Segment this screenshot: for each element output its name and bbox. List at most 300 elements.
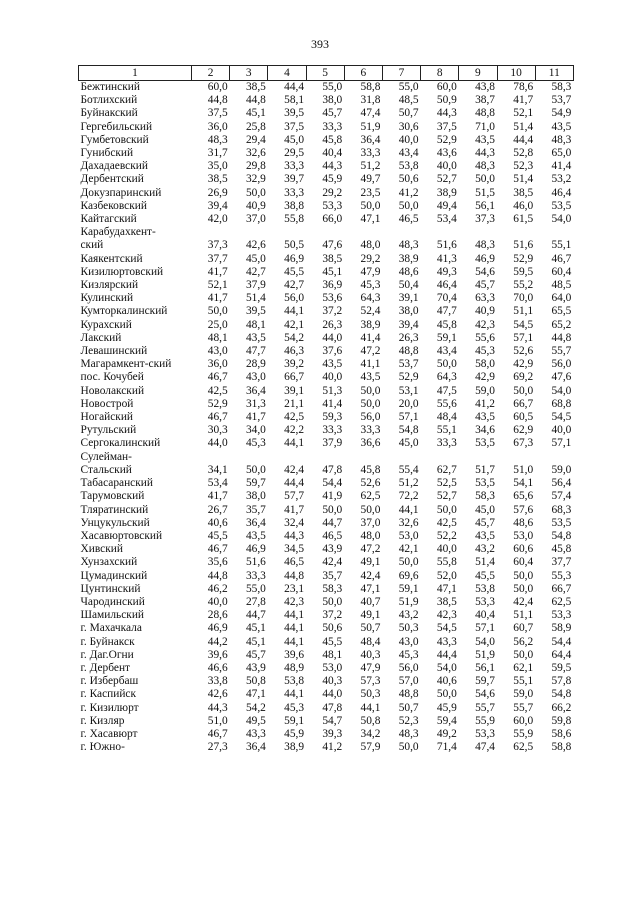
cell-value: 52,9 xyxy=(398,371,419,384)
cell-value: 45,3 xyxy=(398,648,419,661)
cell-value: 51,3 xyxy=(322,384,343,397)
cell-value: 37,5 xyxy=(436,120,457,133)
table-header-row xyxy=(79,66,574,81)
cell-value: 35,7 xyxy=(245,503,266,516)
cell-value: 50,8 xyxy=(360,714,381,727)
row-name: Новолакский xyxy=(80,384,145,397)
row-name: Курахский xyxy=(80,318,132,331)
cell-value: 43,5 xyxy=(475,411,495,424)
cell-value: 29,2 xyxy=(322,186,343,199)
cell-value: 39,1 xyxy=(398,292,419,305)
cell-value: 54,0 xyxy=(551,384,572,397)
row-name: г. Махачкала xyxy=(80,622,142,635)
cell-value: 62,9 xyxy=(513,424,534,437)
cell-value: 56,1 xyxy=(475,199,495,212)
cell-value: 38,5 xyxy=(207,173,228,186)
cell-value: 48,1 xyxy=(207,331,228,344)
cell-value: 45,9 xyxy=(322,173,343,186)
cell-value: 38,8 xyxy=(284,199,305,212)
cell-value: 43,5 xyxy=(322,358,343,371)
cell-value: 36,9 xyxy=(322,279,343,292)
table-row xyxy=(79,173,574,186)
cell-value: 48,6 xyxy=(513,516,534,529)
cell-value: 60,6 xyxy=(513,543,534,556)
cell-value: 66,2 xyxy=(551,701,572,714)
cell-value: 55,1 xyxy=(513,675,534,688)
cell-value: 44,1 xyxy=(284,688,305,701)
cell-value: 44,1 xyxy=(398,503,419,516)
cell-value: 51,9 xyxy=(475,648,495,661)
cell-value: 52,2 xyxy=(436,529,457,542)
table-row xyxy=(79,556,574,569)
cell-value: 40,9 xyxy=(245,199,266,212)
cell-value: 34,1 xyxy=(207,463,228,476)
cell-value: 32,6 xyxy=(398,516,419,529)
column-header-9: 9 xyxy=(459,66,497,81)
cell-value: 62,5 xyxy=(360,490,381,503)
row-name: Казбековский xyxy=(80,199,147,212)
table-row xyxy=(79,319,574,332)
cell-value: 50,0 xyxy=(513,648,534,661)
cell-value: 57,7 xyxy=(284,490,305,503)
cell-value: 41,9 xyxy=(322,490,343,503)
cell-value: 51,4 xyxy=(513,173,534,186)
cell-value: 49,4 xyxy=(436,199,457,212)
cell-value: 41,7 xyxy=(207,292,228,305)
cell-value: 51,2 xyxy=(360,160,381,173)
cell-value: 47,1 xyxy=(436,582,457,595)
table-row xyxy=(79,107,574,120)
cell-value: 47,9 xyxy=(360,265,381,278)
cell-value: 59,4 xyxy=(436,714,457,727)
cell-value: 33,3 xyxy=(436,437,457,450)
cell-value: 33,3 xyxy=(360,424,381,437)
cell-value: 58,1 xyxy=(284,94,305,107)
cell-value: 54,0 xyxy=(436,661,457,674)
cell-value: 62,1 xyxy=(513,661,534,674)
cell-value: 51,0 xyxy=(207,714,228,727)
cell-value: 43,2 xyxy=(475,543,495,556)
cell-value: 55,7 xyxy=(551,345,572,358)
cell-value: 40,4 xyxy=(475,609,495,622)
cell-value: 40,3 xyxy=(322,675,343,688)
cell-value: 51,6 xyxy=(436,239,457,252)
cell-value: 62,7 xyxy=(436,463,457,476)
table-row xyxy=(79,609,574,622)
table-row xyxy=(79,662,574,675)
cell-value: 53,3 xyxy=(322,199,343,212)
table-row xyxy=(79,398,574,411)
cell-value: 52,6 xyxy=(513,345,534,358)
cell-value: 37,9 xyxy=(322,437,343,450)
cell-value: 54,2 xyxy=(245,701,266,714)
cell-value: 58,8 xyxy=(360,81,381,93)
cell-value: 44,1 xyxy=(360,701,381,714)
cell-value: 34,6 xyxy=(475,424,495,437)
cell-value: 54,8 xyxy=(551,688,572,701)
table-row xyxy=(79,200,574,213)
cell-value: 44,8 xyxy=(551,331,572,344)
cell-value: 38,5 xyxy=(245,81,266,93)
cell-value: 37,6 xyxy=(322,345,343,358)
cell-value: 56,0 xyxy=(398,661,419,674)
table-row xyxy=(79,411,574,424)
cell-value: 41,4 xyxy=(360,331,381,344)
cell-value: 50,0 xyxy=(398,741,419,754)
cell-value: 61,5 xyxy=(513,213,534,226)
row-name: Сергокалинский xyxy=(80,437,161,450)
cell-value: 51,5 xyxy=(475,186,495,199)
cell-value: 44,8 xyxy=(284,569,305,582)
cell-value: 50,0 xyxy=(475,173,495,186)
table-row xyxy=(79,371,574,384)
cell-value: 51,9 xyxy=(360,120,381,133)
cell-value: 33,8 xyxy=(207,675,228,688)
cell-value: 28,6 xyxy=(207,609,228,622)
cell-value: 42,5 xyxy=(436,516,457,529)
cell-value: 58,0 xyxy=(475,358,495,371)
cell-value: 42,5 xyxy=(207,384,228,397)
cell-value: 33,3 xyxy=(245,569,266,582)
row-name: Шамильский xyxy=(80,609,145,622)
cell-value: 62,5 xyxy=(513,741,534,754)
cell-value: 45,1 xyxy=(245,622,266,635)
cell-value: 51,7 xyxy=(475,463,495,476)
table-row xyxy=(79,543,574,556)
cell-value: 29,8 xyxy=(245,160,266,173)
row-name: г. Каспийск xyxy=(80,688,137,701)
cell-value: 52,1 xyxy=(513,107,534,120)
cell-value: 42,2 xyxy=(284,424,305,437)
cell-value: 48,3 xyxy=(398,239,419,252)
cell-value: 78,6 xyxy=(513,81,534,93)
cell-value: 54,5 xyxy=(513,318,534,331)
cell-value: 35,0 xyxy=(207,160,228,173)
row-name: Кулинский xyxy=(80,292,134,305)
cell-value: 45,8 xyxy=(322,133,343,146)
cell-value: 51,0 xyxy=(513,463,534,476)
cell-value: 39,5 xyxy=(284,107,305,120)
cell-value: 30,3 xyxy=(207,424,228,437)
cell-value: 62,5 xyxy=(551,595,572,608)
cell-value: 60,4 xyxy=(513,556,534,569)
cell-value: 52,3 xyxy=(513,160,534,173)
cell-value: 46,9 xyxy=(245,543,266,556)
cell-value: 54,4 xyxy=(322,477,343,490)
cell-value: 48,3 xyxy=(475,239,495,252)
row-name: г. Избербаш xyxy=(80,675,139,688)
row-name: Новострой xyxy=(80,397,134,410)
cell-value: 52,9 xyxy=(436,133,457,146)
table-row xyxy=(79,187,574,200)
cell-value: 41,3 xyxy=(436,252,457,265)
row-name-line: Стальский xyxy=(80,463,132,476)
cell-value: 55,1 xyxy=(436,424,457,437)
cell-value: 53,5 xyxy=(551,199,572,212)
cell-value: 44,0 xyxy=(322,688,343,701)
cell-value: 50,0 xyxy=(436,688,457,701)
cell-value: 66,7 xyxy=(513,397,534,410)
cell-value: 55,8 xyxy=(436,556,457,569)
cell-value: 37,3 xyxy=(475,213,495,226)
cell-value: 39,1 xyxy=(284,384,305,397)
cell-value: 57,8 xyxy=(551,675,572,688)
column-header-2: 2 xyxy=(192,66,230,81)
cell-value: 53,3 xyxy=(551,609,572,622)
statistics-table xyxy=(78,65,574,754)
table-row xyxy=(79,424,574,437)
cell-value: 44,1 xyxy=(284,622,305,635)
column-header-7: 7 xyxy=(382,66,420,81)
cell-value: 55,7 xyxy=(475,701,495,714)
cell-value: 42,7 xyxy=(284,279,305,292)
cell-value: 57,9 xyxy=(360,741,381,754)
cell-value: 43,5 xyxy=(551,120,572,133)
table-row xyxy=(79,292,574,305)
row-name: Гергебильский xyxy=(80,120,153,133)
cell-value: 48,3 xyxy=(551,133,572,146)
table-row xyxy=(79,517,574,530)
row-name: Магарамкент-ский xyxy=(80,358,172,371)
cell-value: 35,7 xyxy=(322,569,343,582)
row-name: Буйнакский xyxy=(80,107,138,120)
cell-value: 51,4 xyxy=(245,292,266,305)
cell-value: 53,0 xyxy=(513,529,534,542)
cell-value: 59,1 xyxy=(398,582,419,595)
table-row xyxy=(79,81,574,95)
cell-value: 53,2 xyxy=(551,173,572,186)
cell-value: 53,7 xyxy=(551,94,572,107)
cell-value: 33,3 xyxy=(322,424,343,437)
cell-value: 34,0 xyxy=(245,424,266,437)
cell-value: 55,3 xyxy=(551,569,572,582)
cell-value: 40,7 xyxy=(360,595,381,608)
cell-value: 65,0 xyxy=(551,147,572,160)
cell-value: 72,2 xyxy=(398,490,419,503)
cell-value: 46,5 xyxy=(284,556,305,569)
cell-value: 32,6 xyxy=(245,147,266,160)
cell-value: 34,5 xyxy=(284,543,305,556)
cell-value: 50,0 xyxy=(322,503,343,516)
cell-value: 54,8 xyxy=(398,424,419,437)
cell-value: 49,3 xyxy=(436,265,457,278)
row-name: Цумадинский xyxy=(80,569,148,582)
cell-value: 42,5 xyxy=(284,411,305,424)
cell-value: 50,3 xyxy=(398,622,419,635)
row-name: Хунзахский xyxy=(80,556,138,569)
cell-value: 45,5 xyxy=(322,635,343,648)
cell-value: 59,0 xyxy=(475,384,495,397)
cell-value: 48,1 xyxy=(245,318,266,331)
cell-value: 67,3 xyxy=(513,437,534,450)
cell-value: 51,6 xyxy=(513,239,534,252)
cell-value: 48,4 xyxy=(360,635,381,648)
cell-value: 59,0 xyxy=(551,463,572,476)
cell-value: 70,4 xyxy=(436,292,457,305)
cell-value: 35,6 xyxy=(207,556,228,569)
cell-value: 57,1 xyxy=(475,622,495,635)
cell-value: 46,6 xyxy=(207,661,228,674)
cell-value: 46,4 xyxy=(551,186,572,199)
cell-value: 32,9 xyxy=(245,173,266,186)
table-row xyxy=(79,332,574,345)
row-name: г. Кизилюрт xyxy=(80,701,139,714)
cell-value: 57,6 xyxy=(513,503,534,516)
cell-value: 50,3 xyxy=(360,688,381,701)
row-name: Хасавюртовский xyxy=(80,529,163,542)
cell-value: 32,4 xyxy=(284,516,305,529)
table-row xyxy=(79,715,574,728)
cell-value: 38,0 xyxy=(398,305,419,318)
cell-value: 48,8 xyxy=(398,688,419,701)
cell-value: 38,7 xyxy=(475,94,495,107)
row-name: Ботлихский xyxy=(80,94,138,107)
cell-value: 49,1 xyxy=(360,609,381,622)
cell-value: 27,3 xyxy=(207,741,228,754)
cell-value: 55,6 xyxy=(436,397,457,410)
cell-value: 36,4 xyxy=(245,741,266,754)
cell-value: 33,3 xyxy=(284,186,305,199)
cell-value: 58,3 xyxy=(475,490,495,503)
cell-value: 43,9 xyxy=(245,661,266,674)
cell-value: 58,3 xyxy=(322,582,343,595)
cell-value: 53,1 xyxy=(398,384,419,397)
cell-value: 59,7 xyxy=(245,477,266,490)
cell-value: 56,1 xyxy=(475,661,495,674)
row-name: Кумторкалинский xyxy=(80,305,168,318)
cell-value: 38,5 xyxy=(513,186,534,199)
cell-value: 60,0 xyxy=(207,81,228,93)
cell-value: 46,9 xyxy=(475,252,495,265)
row-name: Ногайский xyxy=(80,411,134,424)
cell-value: 45,0 xyxy=(245,252,266,265)
column-header-6: 6 xyxy=(344,66,382,81)
cell-value: 43,5 xyxy=(245,331,266,344)
cell-value: 54,0 xyxy=(475,635,495,648)
cell-value: 38,9 xyxy=(436,186,457,199)
cell-value: 53,4 xyxy=(436,213,457,226)
cell-value: 53,4 xyxy=(207,477,228,490)
cell-value: 56,0 xyxy=(360,411,381,424)
cell-value: 41,1 xyxy=(360,358,381,371)
cell-value: 39,5 xyxy=(245,305,266,318)
cell-value: 37,5 xyxy=(284,120,305,133)
cell-value: 41,2 xyxy=(398,186,419,199)
cell-value: 47,2 xyxy=(360,543,381,556)
cell-value: 25,8 xyxy=(245,120,266,133)
cell-value: 44,3 xyxy=(436,107,457,120)
cell-value: 63,3 xyxy=(475,292,495,305)
cell-value: 38,5 xyxy=(436,595,457,608)
cell-value: 43,4 xyxy=(436,345,457,358)
cell-value: 42,1 xyxy=(284,318,305,331)
cell-value: 50,7 xyxy=(398,107,419,120)
cell-value: 37,7 xyxy=(551,556,572,569)
cell-value: 54,5 xyxy=(551,411,572,424)
cell-value: 42,0 xyxy=(207,213,228,226)
cell-value: 42,7 xyxy=(245,265,266,278)
row-name-line: Карабудахкент- xyxy=(80,226,156,239)
cell-value: 41,4 xyxy=(551,160,572,173)
cell-value: 44,7 xyxy=(245,609,266,622)
cell-value: 53,0 xyxy=(398,529,419,542)
cell-value: 55,7 xyxy=(513,701,534,714)
cell-value: 46,9 xyxy=(207,622,228,635)
cell-value: 46,9 xyxy=(284,252,305,265)
cell-value: 20,0 xyxy=(398,397,419,410)
row-name: Докузпаринский xyxy=(80,186,162,199)
cell-value: 45,5 xyxy=(475,569,495,582)
cell-value: 53,3 xyxy=(475,727,495,740)
cell-value: 52,1 xyxy=(207,279,228,292)
cell-value: 41,7 xyxy=(207,265,228,278)
cell-value: 33,3 xyxy=(360,147,381,160)
cell-value: 50,0 xyxy=(436,358,457,371)
cell-value: 45,9 xyxy=(436,701,457,714)
column-header-4: 4 xyxy=(268,66,306,81)
cell-value: 44,4 xyxy=(284,81,305,93)
table-row xyxy=(79,649,574,662)
cell-value: 43,0 xyxy=(245,371,266,384)
cell-value: 54,9 xyxy=(551,107,572,120)
cell-value: 25,0 xyxy=(207,318,228,331)
table-row xyxy=(79,160,574,173)
cell-value: 45,5 xyxy=(284,265,305,278)
table-row xyxy=(79,490,574,503)
cell-value: 29,4 xyxy=(245,133,266,146)
cell-value: 65,5 xyxy=(551,305,572,318)
row-name: г. Даг.Огни xyxy=(80,648,134,661)
cell-value: 33,3 xyxy=(322,120,343,133)
cell-value: 29,5 xyxy=(284,147,305,160)
cell-value: 59,5 xyxy=(551,661,572,674)
cell-value: 47,4 xyxy=(360,107,381,120)
cell-value: 57,4 xyxy=(551,490,572,503)
cell-value: 56,4 xyxy=(551,477,572,490)
cell-value: 26,3 xyxy=(322,318,343,331)
cell-value: 42,3 xyxy=(284,595,305,608)
cell-value: 60,0 xyxy=(436,81,457,93)
cell-value: 54,6 xyxy=(475,265,495,278)
cell-value: 59,3 xyxy=(322,411,343,424)
row-name-line: ский xyxy=(80,239,104,252)
cell-value: 48,6 xyxy=(398,265,419,278)
cell-value: 64,3 xyxy=(436,371,457,384)
cell-value: 50,4 xyxy=(398,279,419,292)
cell-value: 52,7 xyxy=(436,490,457,503)
table-row xyxy=(79,477,574,490)
cell-value: 54,0 xyxy=(551,213,572,226)
cell-value: 33,3 xyxy=(284,160,305,173)
cell-value: 43,2 xyxy=(398,609,419,622)
cell-value: 48,8 xyxy=(398,345,419,358)
column-header-11: 11 xyxy=(535,66,573,81)
cell-value: 42,3 xyxy=(475,318,495,331)
cell-value: 37,3 xyxy=(207,239,228,252)
row-name: Хивский xyxy=(80,543,123,556)
table-row xyxy=(79,530,574,543)
cell-value: 65,6 xyxy=(513,490,534,503)
row-name: Табасаранский xyxy=(80,477,153,490)
cell-value: 45,7 xyxy=(322,107,343,120)
cell-value: 46,0 xyxy=(513,199,534,212)
cell-value: 70,0 xyxy=(513,292,534,305)
cell-value: 23,5 xyxy=(360,186,381,199)
table-body xyxy=(79,81,574,755)
cell-value: 51,2 xyxy=(398,477,419,490)
cell-value: 45,1 xyxy=(245,107,266,120)
row-name: г. Хасавюрт xyxy=(80,727,138,740)
